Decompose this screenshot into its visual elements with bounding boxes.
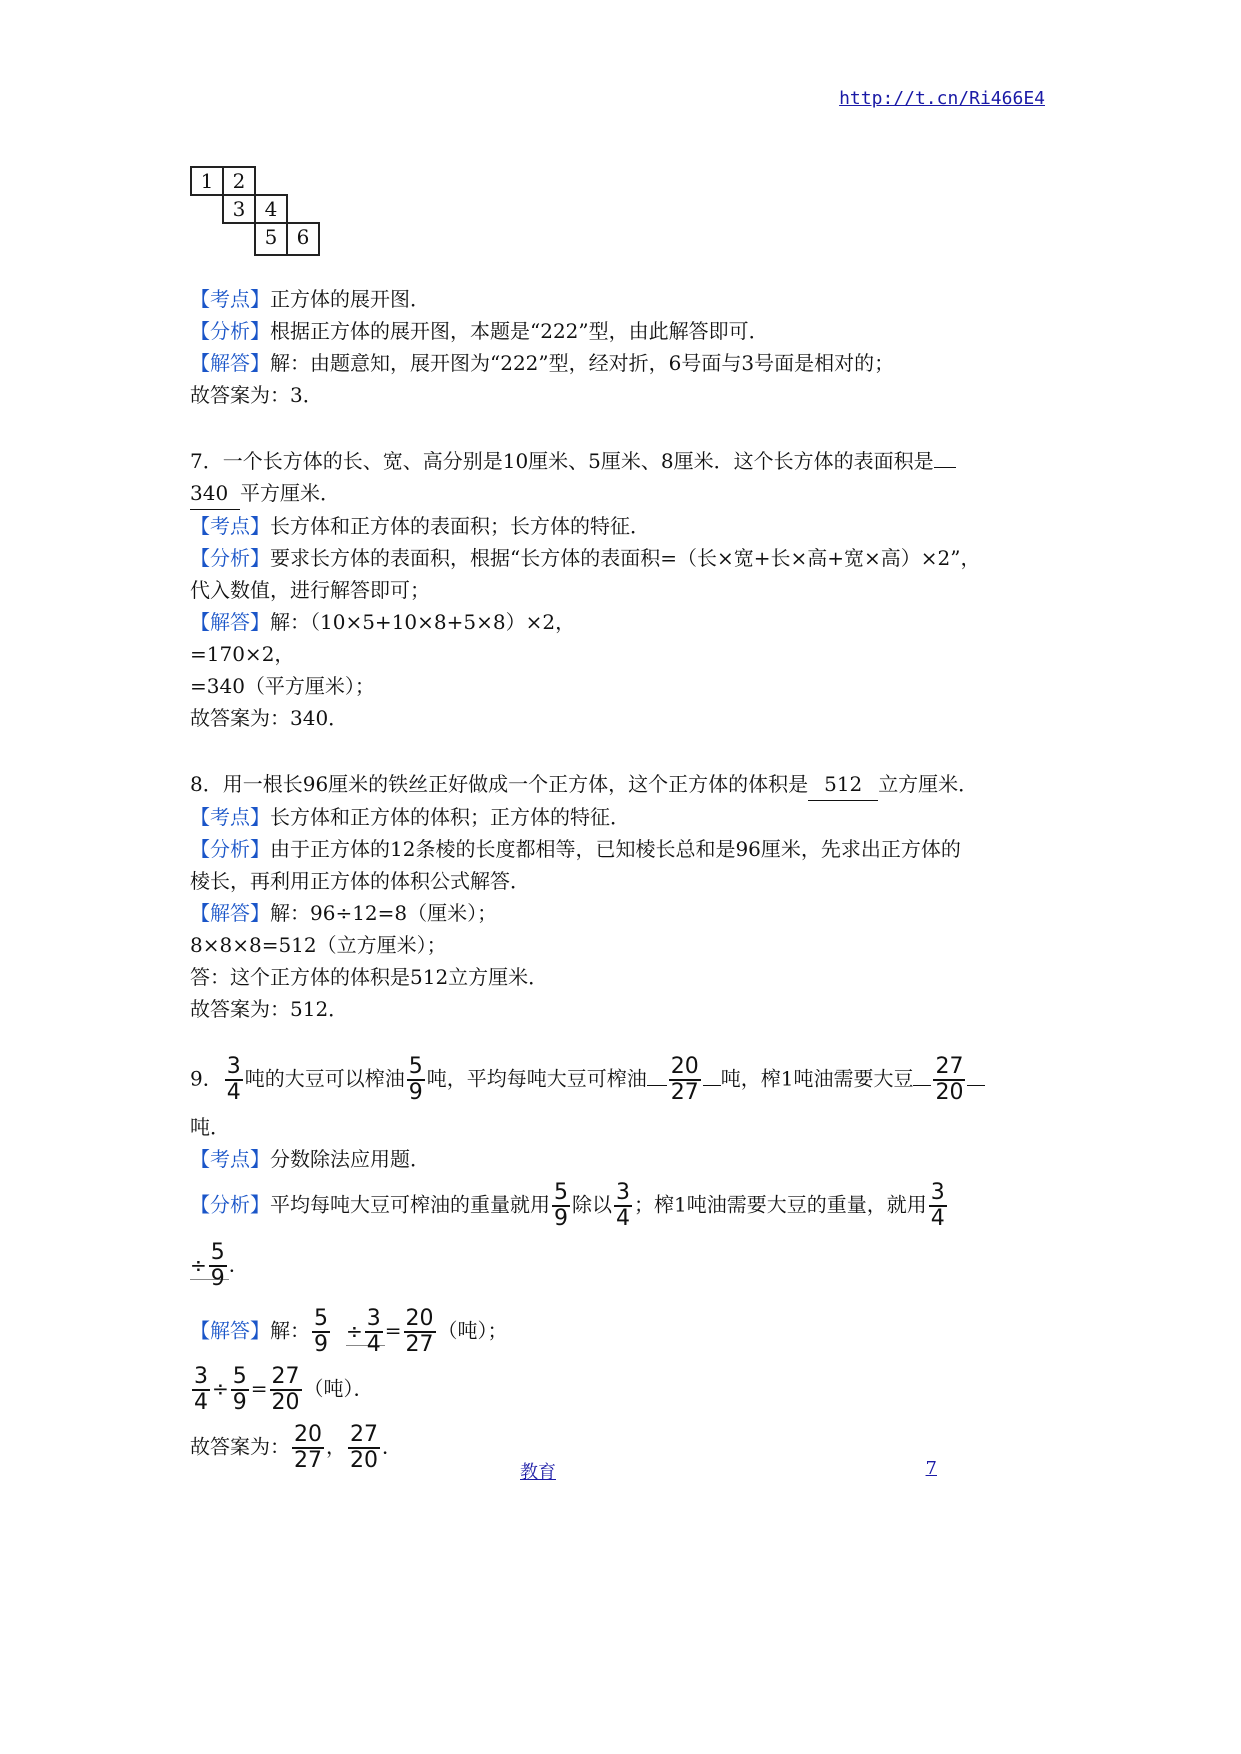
q7-step-2: =340（平方厘米）； [190, 674, 375, 698]
q9-answer: 故答案为： $\frac{20}{27}$ ， $\frac{27}{20}$ ． [190, 1422, 402, 1473]
q7-answer-blank: 340 [190, 477, 240, 510]
cube-net-figure [190, 166, 346, 268]
q8-answer-blank: 512 [808, 768, 878, 801]
q6-jieda: 【解答】解：由题意知，展开图为“222”型，经对折，6号面与3号面是相对的； [190, 351, 895, 375]
q7-jieda: 【解答】解：（10×5+10×8+5×8）×2， [190, 610, 576, 634]
net-cell-2: 2 [222, 166, 256, 196]
q7-stem: 7．一个长方体的长、宽、高分别是10厘米、5厘米、8厘米．这个长方体的表面积是 [190, 445, 1050, 477]
q9-answer-blank-1: $\frac{20}{27}$ [670, 1054, 699, 1105]
page-number[interactable]: 7 [925, 1458, 937, 1479]
q8-jieda: 【解答】解：96÷12=8（厘米）； [190, 901, 498, 925]
q6-answer: 故答案为：3． [190, 383, 323, 407]
q8-step-1: 8×8×8=512（立方厘米）； [190, 933, 447, 957]
q9-jieda: 【解答】解： $\frac{5}{9}$ ÷ $\frac{3}{4}$ = $\frac{20}{27}$ （吨）； [190, 1306, 508, 1357]
q8-step-2: 答：这个正方体的体积是512立方厘米． [190, 965, 549, 989]
q7-kaodian: 【考点】长方体和正方体的表面积；长方体的特征． [190, 514, 650, 538]
q9-fenxi-cont: ÷ $\frac{5}{9}$ ． [190, 1240, 249, 1291]
net-cell-5: 5 [254, 222, 288, 256]
document-body [190, 283, 1050, 1473]
q6-kaodian: 【考点】正方体的展开图． [190, 287, 430, 311]
q9-answer-blank-2: $\frac{27}{20}$ [935, 1054, 964, 1105]
footer-link[interactable]: 教育 [520, 1462, 556, 1483]
q9-stem: 9． $\frac{3}{4}$ 吨的大豆可以榨油 $\frac{5}{9}$ 吨，平均每吨大豆可榨油 $\frac{20}{27}$ 吨，榨1吨油需要大豆 $\frac{27}{20}$ [190, 1055, 1050, 1105]
fraction-5-9: $\frac{5}{9}$ [408, 1054, 423, 1105]
q9-fenxi: 【分析】平均每吨大豆可榨油的重量就用 $\frac{5}{9}$ 除以 $\frac{3}{4}$ ；榨1吨油需要大豆的重量，就用 $\frac{3}{4}$ [190, 1180, 945, 1231]
q7-step-1: =170×2， [190, 642, 295, 666]
q9-kaodian: 【考点】分数除法应用题． [190, 1147, 430, 1171]
fraction-3-4: $\frac{3}{4}$ [226, 1054, 241, 1105]
q9-step-1: $\frac{3}{4}$ ÷ $\frac{5}{9}$ = $\frac{27}{20}$ （吨）． [194, 1364, 374, 1415]
net-cell-3: 3 [222, 194, 256, 224]
q7-stem-cont: 340 平方厘米． [190, 477, 1050, 510]
net-cell-4: 4 [254, 194, 288, 224]
q6-fenxi: 【分析】根据正方体的展开图，本题是“222”型，由此解答即可． [190, 319, 769, 343]
net-cell-1: 1 [190, 166, 224, 196]
header-link[interactable]: http://t.cn/Ri466E4 [839, 88, 1045, 109]
q8-fenxi-cont: 棱长，再利用正方体的体积公式解答． [190, 869, 530, 893]
q7-answer: 故答案为：340． [190, 706, 349, 730]
q7-fenxi: 【分析】要求长方体的表面积，根据“长方体的表面积=（长×宽+长×高+宽×高）×2”， [190, 546, 981, 570]
net-cell-6: 6 [286, 222, 320, 256]
q7-fenxi-cont: 代入数值，进行解答即可； [190, 578, 430, 602]
q8-fenxi: 【分析】由于正方体的12条棱的长度都相等，已知棱长总和是96厘米，先求出正方体的 [190, 837, 961, 861]
q8-stem: 8．用一根长96厘米的铁丝正好做成一个正方体，这个正方体的体积是 512 立方厘米． [190, 768, 1050, 801]
q8-answer: 故答案为：512． [190, 997, 349, 1021]
q8-kaodian: 【考点】长方体和正方体的体积；正方体的特征． [190, 805, 630, 829]
q9-stem-cont: 吨． [190, 1115, 230, 1139]
